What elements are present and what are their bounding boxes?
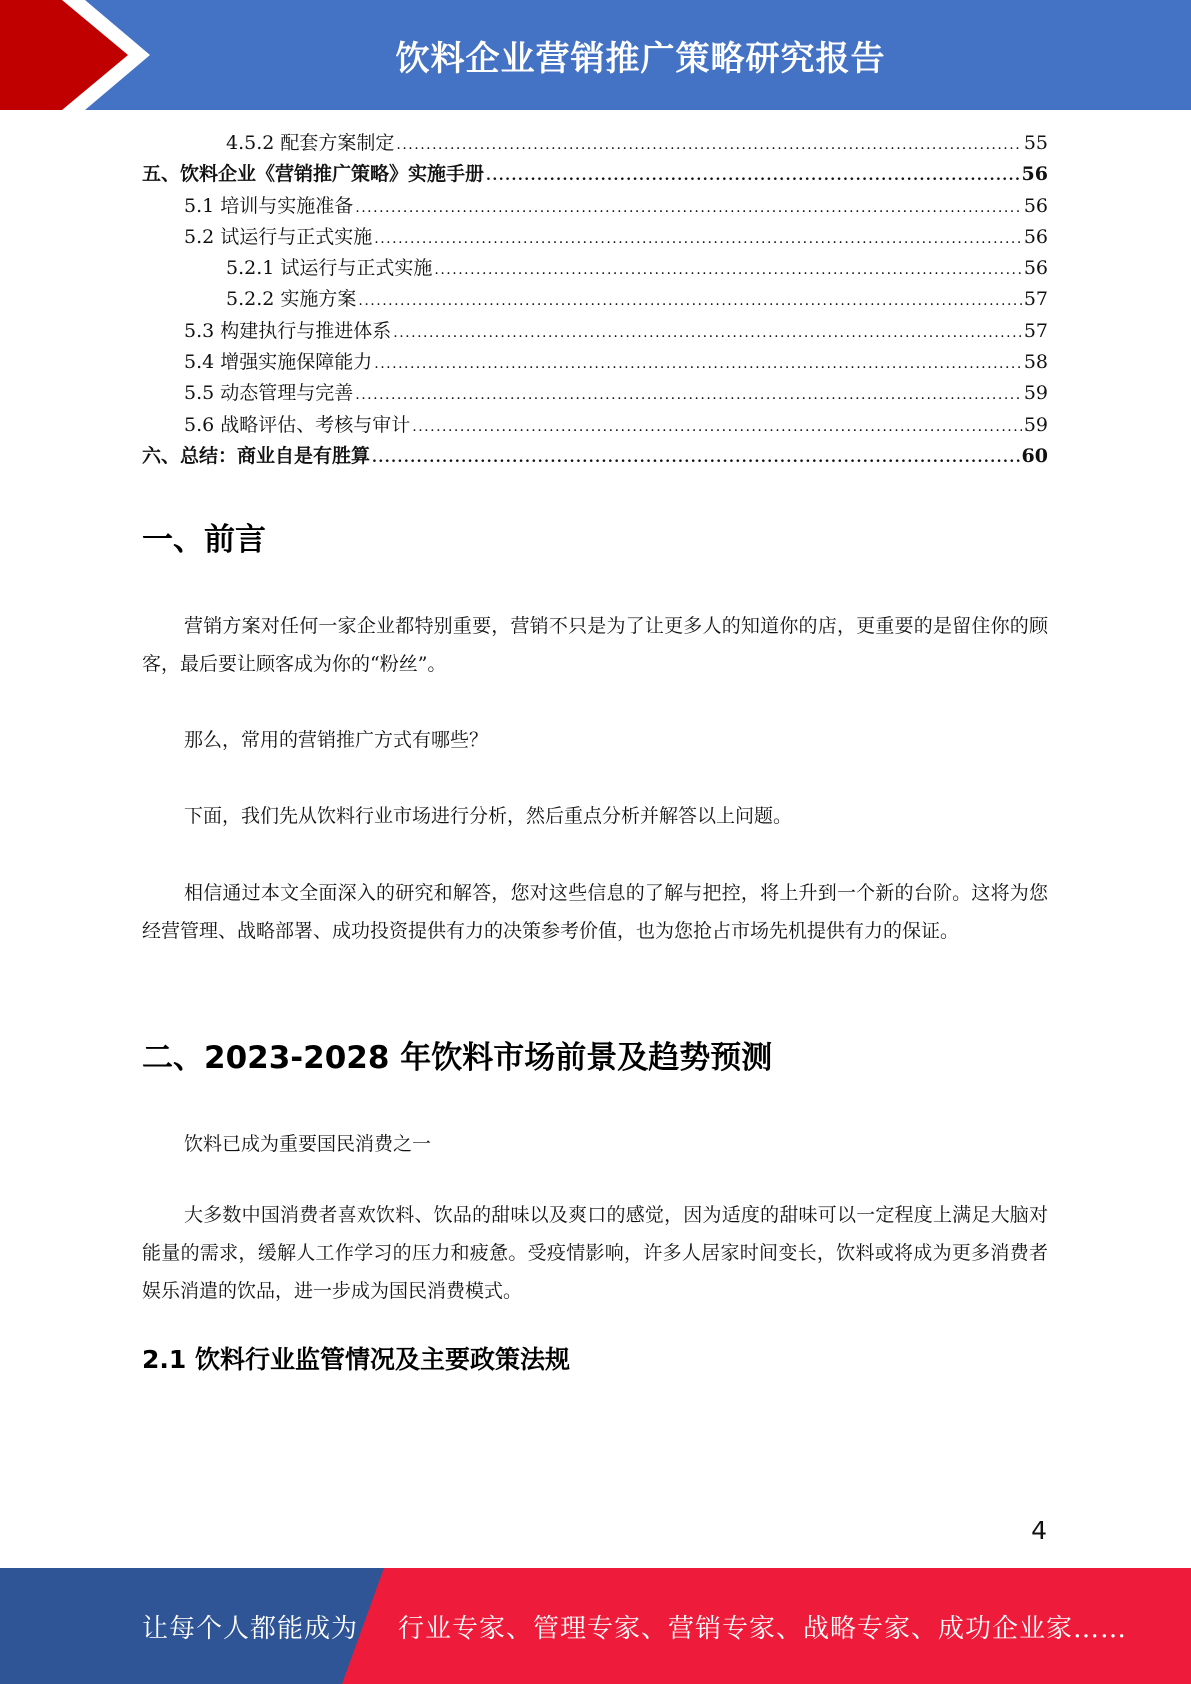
paragraph: 大多数中国消费者喜欢饮料、饮品的甜味以及爽口的感觉，因为适度的甜味可以一定程度上满足大脑对能量的需求，缓解人工作学习的压力和疲惫。受疫情影响，许多人居家时间变长，饮料或将成为更多消费者娱乐消遣的饮品，进一步成为国民消费模式。 [142,1204,1048,1302]
toc-entry-label: 4.5.2 配套方案制定 [226,132,395,154]
paragraph: 相信通过本文全面深入的研究和解答，您对这些信息的了解与把控，将上升到一个新的台阶。这将为您经营管理、战略部署、成功投资提供有力的决策参考价值，也为您抢占市场先机提供有力的保证。 [142,882,1048,942]
toc-entry[interactable] [142,159,1048,190]
page-number: 4 [1031,1516,1047,1545]
page-footer [0,1568,1191,1684]
section-heading-preface: 一、前言 [142,522,266,558]
toc-entry-page: 59 [1023,413,1048,436]
toc-leader-dots [412,412,1022,443]
toc-entry[interactable] [142,441,1048,472]
toc-entry[interactable] [142,222,1048,253]
paragraph: 那么，常用的营销推广方式有哪些？ [184,729,489,751]
toc-entry-label: 5.1 培训与实施准备 [184,194,354,217]
toc-leader-dots [372,443,1020,474]
toc-entry-page: 59 [1023,382,1048,405]
toc-entry[interactable] [142,128,1048,159]
toc-entry[interactable] [142,191,1048,222]
toc-entry-page: 58 [1023,351,1048,374]
toc-leader-dots [355,193,1022,224]
toc-entry[interactable] [142,284,1048,315]
toc-entry-page: 56 [1023,257,1048,280]
toc-entry-page: 56 [1021,163,1048,186]
toc-leader-dots [374,224,1022,255]
footer-slogan-left: 让每个人都能成为 [142,1613,359,1644]
toc-leader-dots [355,380,1022,411]
toc-entry-label: 5.2 试运行与正式实施 [184,225,373,248]
toc-entry-page: 60 [1021,444,1048,467]
toc-entry-label: 5.6 战略评估、考核与审计 [184,413,411,436]
table-of-contents [142,128,1048,472]
header-title: 饮料企业营销推广策略研究报告 [395,38,886,79]
toc-leader-dots [374,349,1022,380]
paragraph: 下面，我们先从饮料行业市场进行分析，然后重点分析并解答以上问题。 [184,805,793,827]
toc-entry-page: 57 [1023,319,1048,342]
toc-entry[interactable] [142,347,1048,378]
page-header [0,0,1191,110]
header-chevron-logo [0,0,160,110]
toc-leader-dots [358,286,1021,317]
toc-leader-dots [486,161,1020,192]
toc-entry-page: 55 [1023,132,1048,154]
toc-entry-label: 五、饮料企业《营销推广策略》实施手册 [142,163,485,186]
toc-entry-label: 5.3 构建执行与推进体系 [184,319,392,342]
toc-entry-page: 57 [1023,288,1048,311]
toc-entry-label: 六、总结：商业自是有胜算 [142,444,371,467]
paragraph: 营销方案对任何一家企业都特别重要，营销不只是为了让更多人的知道你的店，更重要的是留住你的顾客，最后要让顾客成为你的“粉丝”。 [142,615,1048,675]
toc-entry[interactable] [142,316,1048,347]
footer-slogan-right: 行业专家、管理专家、营销专家、战略专家、成功企业家…… [398,1613,1128,1644]
toc-entry-label: 5.2.2 实施方案 [226,288,357,311]
toc-leader-dots [396,130,1021,161]
toc-entry-page: 56 [1023,194,1048,217]
paragraph: 饮料已成为重要国民消费之一 [184,1133,432,1155]
toc-entry[interactable] [142,253,1048,284]
section-heading-market-outlook: 二、2023-2028 年饮料市场前景及趋势预测 [142,1040,773,1076]
toc-entry[interactable] [142,378,1048,409]
toc-leader-dots [393,318,1022,349]
toc-entry[interactable] [142,410,1048,441]
toc-leader-dots [434,255,1021,286]
subsection-heading-regulation: 2.1 饮料行业监管情况及主要政策法规 [142,1345,570,1374]
toc-entry-label: 5.5 动态管理与完善 [184,382,354,405]
toc-entry-page: 56 [1023,225,1048,248]
toc-entry-label: 5.4 增强实施保障能力 [184,351,373,374]
toc-entry-label: 5.2.1 试运行与正式实施 [226,257,433,280]
